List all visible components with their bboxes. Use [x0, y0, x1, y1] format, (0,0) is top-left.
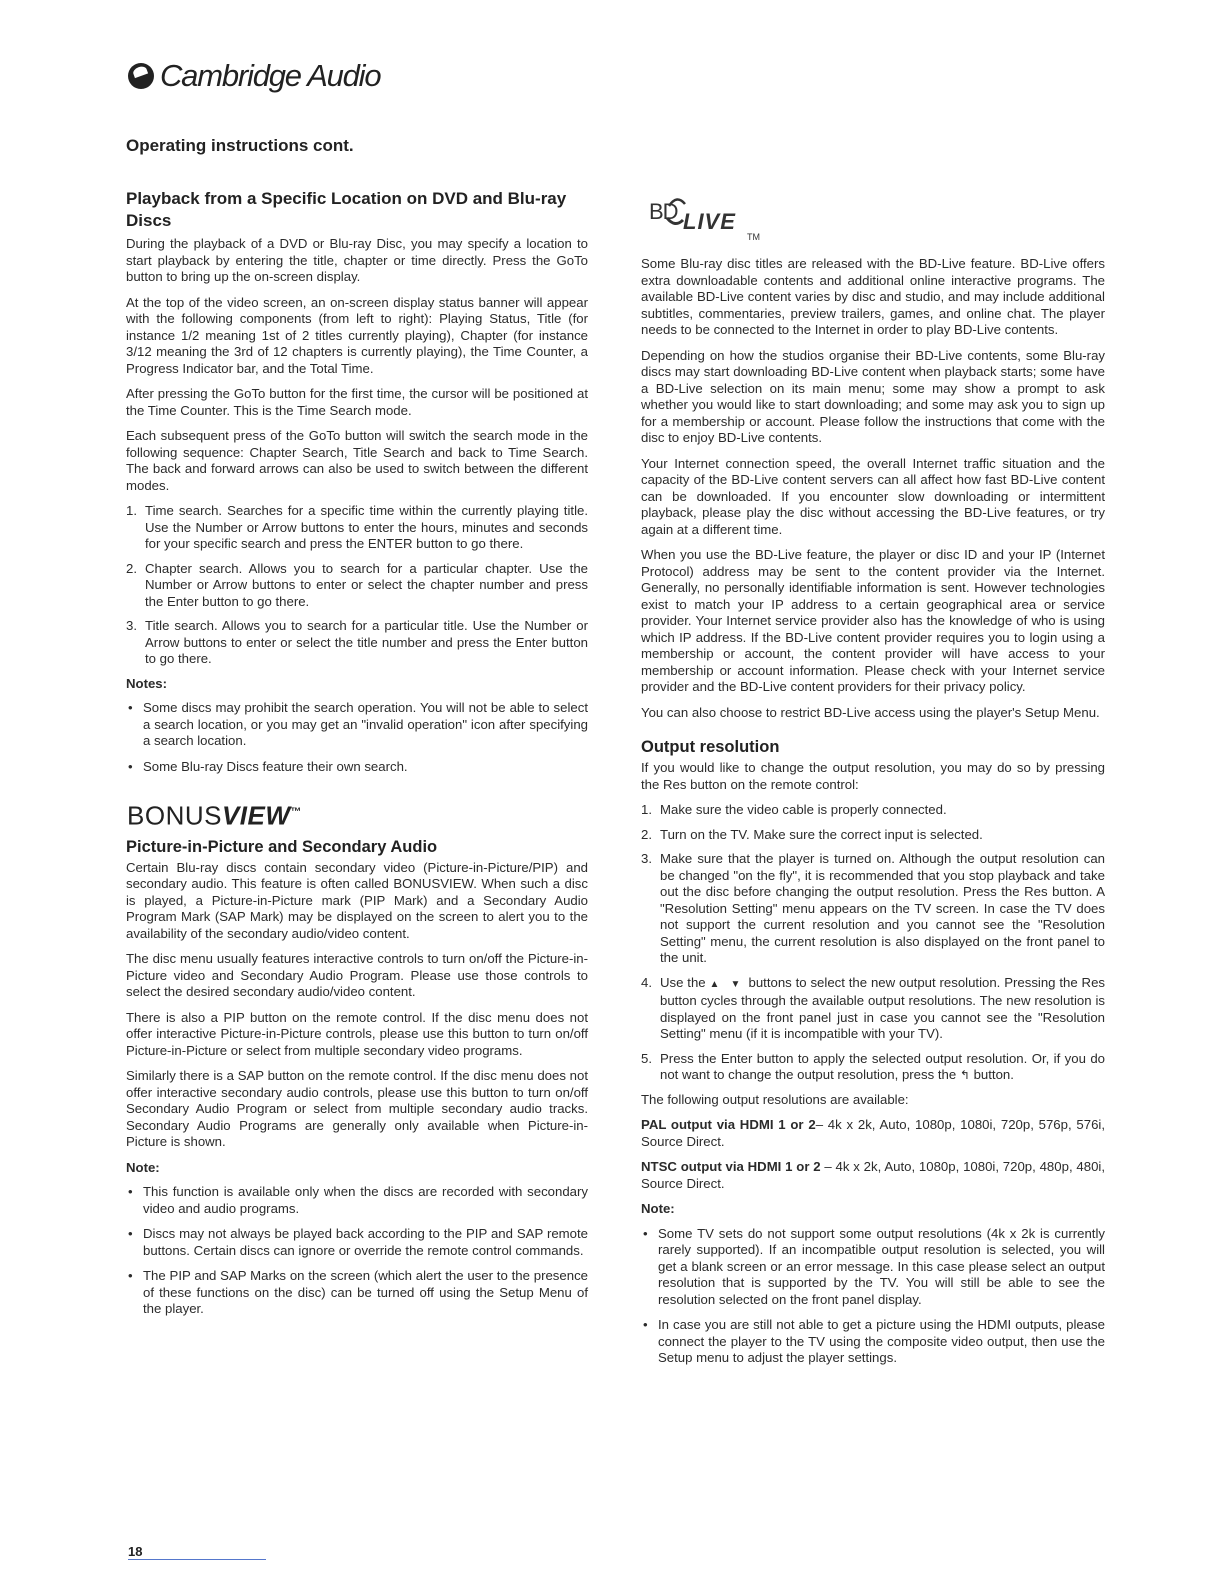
bullet-icon: •: [128, 758, 133, 774]
paragraph: Some Blu-ray disc titles are released with the BD-Live feature. BD-Live offers extra downloadable contents and additional online interactive programs. The available BD-Live content varies by disc and studio, and may include additional subtitles, commentaries, preview trailers, games, and online chat. The player needs to be connected to the Internet in order to play BD-Live contents.: [641, 256, 1105, 337]
list-text: The PIP and SAP Marks on the screen (which alert the user to the presence of these functions on the disc) can be turned off using the Setup Menu of the player.: [143, 1268, 588, 1317]
list-item: [126, 1268, 588, 1318]
list-item: [126, 700, 588, 750]
list-text: Some TV sets do not support some output resolutions (4k x 2k is currently rarely supported). If an incompatible output resolution is selected, you will get a blank screen or an error message. In this case please select an output resolution that is supported by the TV. You will still be able to see the resolution selected on the front panel display.: [658, 1225, 1105, 1307]
list-text: Make sure that the player is turned on. Although the output resolution can be changed "on the fly", it is recommended that you stop playback and take out the disc before changing the output resolution. Press the Res button. A "Resolution Setting" menu appears on the TV screen. In case the TV does not support the current resolution and you cannot see the "Resolution Setting" menu, the current resolution is also displayed on the front panel to the unit.: [660, 851, 1105, 965]
list-item: [126, 618, 588, 668]
list-text: Discs may not always be played back according to the PIP and SAP remote buttons. Certain discs can ignore or override the remote control commands.: [143, 1226, 588, 1258]
paragraph: Certain Blu-ray discs contain secondary video (Picture-in-Picture/PIP) and secondary audio. This feature is often called BONUSVIEW. When such a disc is played, a Picture-in-Picture mark (PIP Mark) and a Secondary Audio Program Mark (SAP Mark) may be displayed on the screen to alert you to the availability of the secondary audio/video content.: [126, 859, 588, 941]
bullet-icon: •: [128, 700, 133, 715]
logo-text: Cambridge Audio: [160, 58, 381, 93]
paragraph: During the playback of a DVD or Blu-ray Disc, you may specify a location to start playback by entering the title, chapter or time directly. Press the GoTo button to bring up the on-screen display.: [126, 236, 588, 284]
ntsc-label: NTSC output via HDMI 1 or 2: [641, 1159, 821, 1174]
paragraph: Each subsequent press of the GoTo button will switch the search mode in the following sequence: Chapter Search, Title Search and back to Time Search. The back and forward arrows can also be used to switch between the different modes.: [126, 428, 588, 493]
bullet-icon: •: [128, 1226, 133, 1242]
search-steps-list: [126, 503, 588, 668]
list-number: 2.: [126, 560, 137, 576]
bdlive-bd: BD: [649, 199, 678, 224]
notes-list: [126, 700, 588, 775]
paragraph: The following output resolutions are available:: [641, 1091, 909, 1107]
up-down-arrow-icon: ▲ ▼: [709, 978, 745, 990]
paragraph: There is also a PIP button on the remote control. If the disc menu does not offer interactive Picture-in-Picture controls, please use this button to turn on/off Picture-in-Picture or select from multiple secondary video programs.: [126, 1009, 588, 1058]
bonusview-view: VIEW: [221, 800, 291, 831]
notes-label: Notes:: [126, 675, 168, 691]
output-resolution-heading: Output resolution: [641, 738, 780, 756]
playback-heading: Playback from a Specific Location on DVD and Blu-ray Discs: [126, 189, 567, 230]
pal-resolutions: [641, 1117, 1105, 1150]
list-item: [126, 561, 588, 611]
list-text: Chapter search. Allows you to search for a particular chapter. Use the Number or Arrow buttons to enter or select the chapter number and press the Enter button to go there.: [145, 560, 588, 609]
paragraph: If you would like to change the output resolution, you may do so by pressing the Res button on the remote control:: [641, 760, 1105, 792]
list-text: This function is available only when the discs are recorded with secondary video and audio programs.: [143, 1184, 588, 1216]
ntsc-values: – 4k x 2k, Auto, 1080p, 1080i, 720p, 480p, 480i, Source Direct.: [641, 1159, 1106, 1191]
list-number: 2.: [641, 826, 652, 842]
bullet-icon: •: [643, 1317, 648, 1332]
bullet-icon: •: [643, 1225, 648, 1241]
page-number: 18: [128, 1544, 143, 1559]
list-text: Time search. Searches for a specific time within the currently playing title. Use the Number or Arrow buttons to enter the hours, minutes and seconds for your specific search and press the ENTER button to go there.: [145, 503, 588, 551]
bonusview-logo: [127, 797, 588, 831]
list-item: [641, 851, 1105, 967]
bdlive-live: LIVE: [683, 209, 736, 234]
list-item: [126, 759, 588, 776]
list-text: Turn on the TV. Make sure the correct input is selected.: [660, 826, 983, 842]
paragraph: The disc menu usually features interactive controls to turn on/off the Picture-in-Picture video and Secondary Audio Program. Please use those controls to select the desired secondary audio/video content.: [126, 951, 588, 1000]
list-text: Use the: [660, 974, 706, 990]
paragraph: You can also choose to restrict BD-Live access using the player's Setup Menu.: [641, 704, 1100, 720]
list-item: [641, 802, 1105, 819]
note-label: Note:: [641, 1201, 675, 1216]
pip-notes-list: [126, 1184, 588, 1318]
paragraph: Depending on how the studios organise their BD-Live contents, some Blu-ray discs may start downloading BD-Live content when playback starts; some have a BD-Live selection on its main menu; some may show a prompt to ask whether you would like to start downloading; and some may ask you to sign up for a membership or account. Please follow the instructions that come with the disc to enjoy BD-Live contents.: [641, 347, 1105, 445]
list-text: buttons to select the new output resolution. Pressing the Res button cycles through the available output resolutions. The new resolution is displayed on the front panel just in case you cannot see the "Resolution Setting" menu (if it is incompatible with your TV).: [660, 974, 1105, 1041]
list-item: [641, 827, 1105, 844]
right-column: [641, 196, 1105, 1376]
pal-label: PAL output via HDMI 1 or 2: [641, 1117, 816, 1132]
list-text: Title search. Allows you to search for a particular title. Use the Number or Arrow buttons to enter or select the title number and press the Enter button to go there.: [145, 618, 588, 666]
pip-heading: Picture-in-Picture and Secondary Audio: [126, 837, 438, 856]
bullet-icon: •: [128, 1268, 133, 1284]
bdlive-logo: [649, 196, 779, 248]
list-text: In case you are still not able to get a picture using the HDMI outputs, please connect the player to the TV using the composite video output, then use the Setup menu to adjust the player settings.: [658, 1317, 1105, 1365]
paragraph: When you use the BD-Live feature, the player or disc ID and your IP (Internet Protocol) address may be sent to the content provider via the Internet. Generally, no personally identifiable information is sent. However technologies exist to match your IP address to a certain geographical area or service provider. Your Internet service provider also has the knowledge of who is using which IP address. If the BD-Live content provider requires you to login using a membership or account, the content provider will have access to your membership or account information. Please check with your Internet service provider and the BD-Live content providers for their privacy policy.: [641, 547, 1105, 694]
list-text: Make sure the video cable is properly connected.: [660, 802, 947, 817]
footer-divider: [128, 1559, 266, 1560]
list-number: 5.: [641, 1050, 652, 1066]
list-item: [641, 1051, 1105, 1084]
list-item: [641, 1226, 1105, 1309]
resolution-steps-list: [641, 802, 1105, 1084]
ntsc-resolutions: [641, 1159, 1105, 1192]
list-item: [126, 1226, 588, 1259]
paragraph: After pressing the GoTo button for the first time, the cursor will be positioned at the Time Counter. This is the Time Search mode.: [126, 386, 588, 418]
trademark-symbol: TM: [747, 232, 760, 242]
list-item: [126, 503, 588, 553]
list-number: 1.: [126, 503, 137, 518]
trademark-symbol: ™: [290, 806, 302, 818]
list-text: Press the Enter button to apply the selected output resolution. Or, if you do not want to change the output resolution, press the: [660, 1050, 1105, 1082]
list-item: [126, 1184, 588, 1217]
list-number: 3.: [641, 851, 652, 866]
list-text: Some discs may prohibit the search operation. You will not be able to select a search location, or you may get an "invalid operation" icon after specifying a search location.: [143, 700, 588, 748]
bonusview-bonus: BONUS: [127, 800, 222, 831]
brand-logo: [128, 58, 380, 94]
list-text: button.: [973, 1067, 1014, 1082]
logo-icon: [128, 63, 154, 89]
paragraph: Your Internet connection speed, the overall Internet traffic situation and the capacity of the BD-Live content servers can all affect how fast BD-Live content can be downloaded. If you encounter slow downloading or intermittent playback, please play the disc without accessing the BD-Live features, or try again at a different time.: [641, 455, 1105, 537]
note-label: Note:: [126, 1159, 160, 1175]
pal-values: – 4k x 2k, Auto, 1080p, 1080i, 720p, 576p, 576i, Source Direct.: [641, 1117, 1106, 1149]
list-item: [641, 1317, 1105, 1367]
paragraph: At the top of the video screen, an on-screen display status banner will appear with the following components (from left to right): Playing Status, Title (for instance 1/2 meaning 1st of 2 titles currently playing), Chapter (for instance 3/12 meaning the 3rd of 12 chapters is currently playing), the Time Counter, a Progress Indicator bar, and the Total Time.: [126, 294, 588, 376]
return-icon: ↰: [959, 1068, 970, 1082]
bullet-icon: •: [128, 1184, 133, 1200]
list-number: 4.: [641, 974, 652, 990]
left-column: [126, 188, 588, 1327]
resolution-notes-list: [641, 1226, 1105, 1367]
section-title: Operating instructions cont.: [126, 136, 354, 155]
list-item: [641, 975, 1105, 1043]
paragraph: Similarly there is a SAP button on the remote control. If the disc menu does not offer interactive secondary audio controls, please use this button to turn on/off Secondary Audio Program or select from multiple secondary audio tracks. Secondary Audio Programs are generally only available when Picture-in-Picture is shown.: [126, 1068, 588, 1150]
list-number: 3.: [126, 618, 137, 633]
list-number: 1.: [641, 802, 652, 817]
list-text: Some Blu-ray Discs feature their own search.: [143, 758, 408, 774]
